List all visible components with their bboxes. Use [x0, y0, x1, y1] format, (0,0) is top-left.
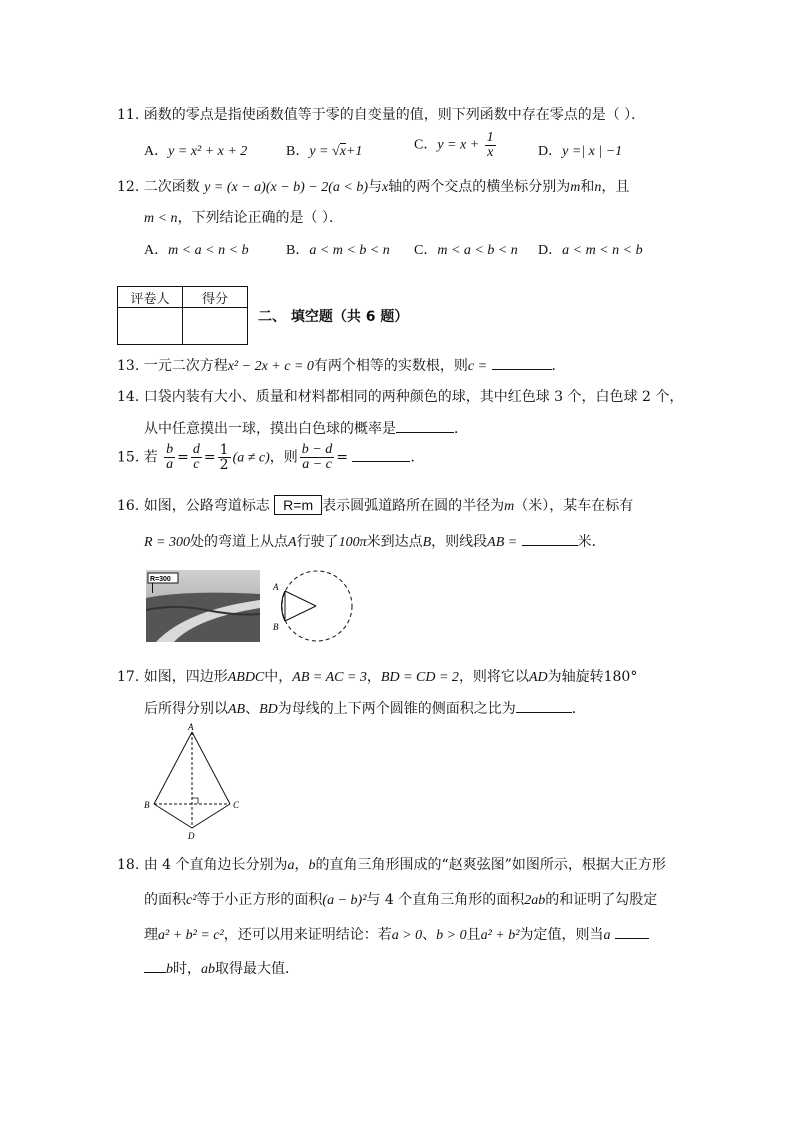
text-q17-text_b: 中， — [264, 669, 293, 685]
text-q11-options-1-expr_post: +1 — [345, 144, 363, 159]
text-q12-options-1-expr: a < m < b < n — [309, 243, 390, 258]
text-q18-text_a: 由 4 个直角边长分别为 — [143, 857, 288, 873]
vertex-d-label: D — [188, 831, 195, 841]
text-q18-dun: 、 — [422, 927, 437, 943]
text-q15-a: a — [166, 457, 174, 472]
vertex-a-label: A — [188, 722, 194, 732]
text-q18-agt: a > 0 — [391, 928, 423, 943]
text-q12-options-0-expr: m < a < n < b — [168, 243, 249, 258]
text-q18-line3_c: 且 — [466, 927, 481, 943]
text-q18-line2_d: 的和证明了勾股定 — [545, 892, 658, 908]
question-number: 11. — [117, 107, 140, 123]
section-2-title: 二、 填空题（共 6 题） — [258, 309, 409, 325]
text-q12-options-2-label: C． — [414, 243, 438, 258]
text-q13-expr: x² − 2x + c = 0 — [227, 359, 314, 374]
text-q17-abdc: ABDC — [227, 670, 265, 685]
text-q18-amb2: (a − b)² — [322, 893, 367, 908]
q11-option-a — [144, 140, 247, 160]
text-q12-text_c: 轴的两个交点的横坐标分别为 — [388, 179, 571, 195]
text-q17-bd: BD — [259, 702, 278, 717]
text-q16-line2_a: R = 300 — [144, 535, 190, 550]
text-q17-eq1: AB = AC = 3 — [292, 670, 367, 685]
text-q18-line3_d: 为定值，则当 — [519, 927, 604, 943]
text-q13-c: c = — [467, 359, 488, 374]
vertex-c-label: C — [233, 800, 240, 810]
text-q16-dist: 100π — [338, 535, 367, 550]
text-q12-text_d: 和 — [580, 179, 595, 195]
text-q13-end: ． — [551, 358, 566, 374]
text-q11-options-2-frac_num: 1 — [486, 130, 494, 145]
text-q12-num: 12. — [117, 179, 140, 195]
text-q18-a: a — [287, 858, 295, 873]
q11-option-d — [538, 140, 622, 160]
q12-option-c — [414, 239, 518, 259]
text-q18-line2_b: 等于小正方形的面积 — [196, 892, 323, 908]
road-photo — [146, 570, 260, 642]
answer-blank[interactable] — [516, 698, 572, 713]
text-q12-text_e: ，且 — [601, 179, 630, 195]
vertex-b-label: B — [144, 800, 150, 810]
text-q18-twoab: 2ab — [524, 893, 546, 908]
answer-blank-continued[interactable] — [144, 958, 166, 973]
text-q12-options-3-expr: a < m < n < b — [562, 243, 643, 258]
q12-option-b — [286, 239, 390, 259]
q12-option-d — [538, 239, 643, 259]
text-q16-m: m — [504, 499, 515, 514]
text-q18-a2: a — [603, 928, 611, 943]
text-q17-text_c: ，则将它以 — [458, 669, 529, 685]
text-q12-options-1-label: B． — [286, 243, 310, 258]
text-q17-end: ． — [571, 701, 586, 717]
text-q16-line2_b: 处的弯道上从点 — [190, 534, 288, 550]
text-q11-options-1-expr_rad: x — [339, 144, 346, 159]
text-q17-text_d: 为轴旋转 — [547, 669, 604, 685]
point-b-label: B — [273, 622, 279, 632]
text-q18-line3_a: 理 — [144, 927, 158, 943]
text-q18-line3_b: ，还可以用来证明结论：若 — [223, 927, 392, 943]
text-q15-text_b: ，则 — [269, 449, 298, 466]
question-14-line-2 — [144, 418, 468, 438]
arc-diagram — [268, 568, 358, 644]
text-q17-dun: 、 — [245, 701, 260, 717]
question-text: 函数的零点是指使函数值等于零的自变量的值，则下列函数中存在零点的是（ ）． — [143, 107, 646, 123]
answer-blank[interactable] — [396, 418, 454, 433]
text-q16-text_c: （米），某车在标有 — [514, 498, 634, 514]
text-q11-options-1-label: B． — [286, 144, 310, 159]
text-q15-two: 2 — [219, 457, 229, 473]
text-q11-options-1-expr_pre: y = — [309, 144, 333, 159]
kite-diagram — [140, 722, 250, 844]
answer-blank[interactable] — [522, 531, 578, 546]
text-q18-bgt: b > 0 — [436, 928, 467, 943]
question-16 — [117, 495, 633, 515]
reviewer-header: 评卷人 — [118, 287, 183, 308]
text-q11-options-2-label: C． — [414, 137, 438, 153]
text-q16-line2_c: 行驶了 — [296, 534, 339, 550]
text-q16-text_a: 如图，公路弯道标志 — [143, 498, 270, 514]
text-q16-A: A — [288, 535, 297, 550]
text-q18-line2_a: 的面积 — [144, 892, 186, 908]
text-q17-deg: 180° — [603, 669, 638, 685]
text-q17-sep: ， — [366, 669, 381, 685]
question-13 — [117, 355, 566, 375]
text-q18-line4_c: 时， — [173, 961, 201, 977]
text-q14-num: 14. — [117, 389, 140, 405]
text-q15-num: 15. — [117, 449, 140, 466]
text-q12-options-3-label: D． — [538, 243, 563, 258]
score-header: 得分 — [183, 287, 248, 308]
score-cell — [183, 308, 248, 345]
question-17-line-2 — [144, 698, 586, 718]
text-q15-one: 1 — [219, 442, 229, 458]
q11-option-c — [414, 131, 498, 160]
text-q15-end: ． — [410, 449, 425, 466]
text-q18-num: 18. — [117, 857, 140, 873]
text-q18-sum: a² + b² — [480, 928, 520, 943]
question-15: 15. 若 $\frac{b}{a}$ = $\frac{d}{c}$ = $\frac{1}{2}$ (a ≠ c)，则 $\frac{b - d}{a - c}$ = ． — [117, 442, 425, 473]
text-q18-pyth: a² + b² = c² — [158, 928, 224, 943]
text-q15-d: d — [192, 442, 200, 457]
text-q17-eq2: BD = CD = 2 — [380, 670, 459, 685]
question-11 — [117, 104, 645, 124]
question-17 — [117, 666, 637, 686]
text-q18-ab: ab — [201, 962, 215, 977]
text-q17-ab: AB — [228, 702, 246, 717]
sign-text: R=300 — [150, 576, 171, 583]
question-14 — [117, 386, 683, 406]
text-q15-bd: b − d — [301, 442, 333, 457]
text-q15-b: b — [166, 442, 174, 457]
text-q12-options-2-expr: m < a < b < n — [437, 243, 518, 258]
text-q16-num: 16. — [117, 498, 140, 514]
question-18-line-4 — [144, 958, 299, 978]
text-q13-num: 13. — [117, 358, 140, 374]
text-q15-eq: = — [336, 449, 348, 466]
question-12-line-2 — [144, 207, 343, 227]
text-q12-line2_text: ，下列结论正确的是（ ）． — [177, 210, 344, 226]
question-12 — [117, 176, 629, 196]
q12-option-a — [144, 239, 249, 259]
text-q11-options-0-label: A． — [144, 144, 169, 159]
text-q11-options-3-expr: y =| x | −1 — [562, 144, 623, 159]
text-q12-m: m — [570, 180, 581, 195]
grade-table — [117, 286, 248, 345]
q11-option-b: B．y = √x+1 — [286, 144, 363, 159]
text-q12-options-0-label: A． — [144, 243, 169, 258]
text-q18-sep: ， — [294, 857, 309, 873]
text-q17-num: 17. — [117, 669, 140, 685]
text-q12-x: x — [382, 180, 389, 195]
text-q16-line2_d: 米到达点 — [366, 534, 423, 550]
text-q12-text_a: 二次函数 — [143, 179, 200, 195]
text-q14-end: ． — [454, 421, 468, 437]
text-q18-line4_d: 取得最大值． — [215, 961, 299, 977]
text-q16-AB: AB = — [487, 535, 518, 550]
text-q14-line2: 从中任意摸出一球，摸出白色球的概率是 — [144, 421, 396, 437]
text-q15-c: c — [193, 457, 200, 472]
text-q16-line2_e: ，则线段 — [431, 534, 488, 550]
text-q14-line1: 口袋内装有大小、质量和材料都相同的两种颜色的球，其中红色球 3 个，白色球 2 个， — [143, 389, 684, 405]
question-18-line-3 — [144, 924, 649, 944]
answer-blank[interactable] — [352, 447, 410, 462]
text-q15-ac: a − c — [302, 457, 332, 472]
answer-blank[interactable] — [615, 924, 649, 939]
text-q17-line2_a: 后所得分别以 — [144, 701, 228, 717]
text-q12-expr: y = (x − a)(x − b) − 2(a < b) — [204, 180, 369, 195]
text-q16-line2_f: 米． — [577, 534, 606, 550]
text-q13-text_a: 一元二次方程 — [143, 358, 228, 374]
text-q12-n: n — [594, 180, 602, 195]
text-q15-text_a: 若 — [143, 449, 158, 466]
text-q13-text_b: 有两个相等的实数根，则 — [313, 358, 468, 374]
answer-blank[interactable] — [492, 355, 552, 370]
text-q11-options-0-expr: y = x² + x + 2 — [168, 144, 248, 159]
text-q12-text_b: 与 — [368, 179, 383, 195]
text-q11-options-3-label: D． — [538, 144, 563, 159]
point-a-label: A — [273, 582, 279, 592]
text-q16-text_b: 表示圆弧道路所在圆的半径为 — [322, 498, 505, 514]
question-18-line-2 — [144, 889, 657, 909]
text-q18-line4_b: b — [166, 962, 173, 977]
question-16-line-2 — [144, 531, 606, 551]
reviewer-cell — [118, 308, 183, 345]
question-18 — [117, 854, 666, 874]
text-q17-ad: AD — [528, 670, 548, 685]
text-q11-options-2-frac_den: x — [487, 145, 494, 160]
road-sign-box: R=m — [274, 495, 322, 515]
text-q18-c2: c² — [186, 893, 197, 908]
text-q11-options-2-expr_pre: y = x + — [437, 137, 483, 153]
text-q18-text_b: 的直角三角形围成的“赵爽弦图”如图所示，根据大正方形 — [315, 857, 666, 873]
text-q12-line2_expr: m < n — [144, 211, 178, 226]
text-q15-cond: (a ≠ c) — [232, 450, 270, 466]
text-q18-b: b — [308, 858, 316, 873]
text-q18-line2_c: 与 4 个直角三角形的面积 — [366, 892, 525, 908]
text-q17-text_a: 如图，四边形 — [143, 669, 228, 685]
text-q17-line2_b: 为母线的上下两个圆锥的侧面积之比为 — [277, 701, 516, 717]
text-q16-B: B — [422, 535, 432, 550]
